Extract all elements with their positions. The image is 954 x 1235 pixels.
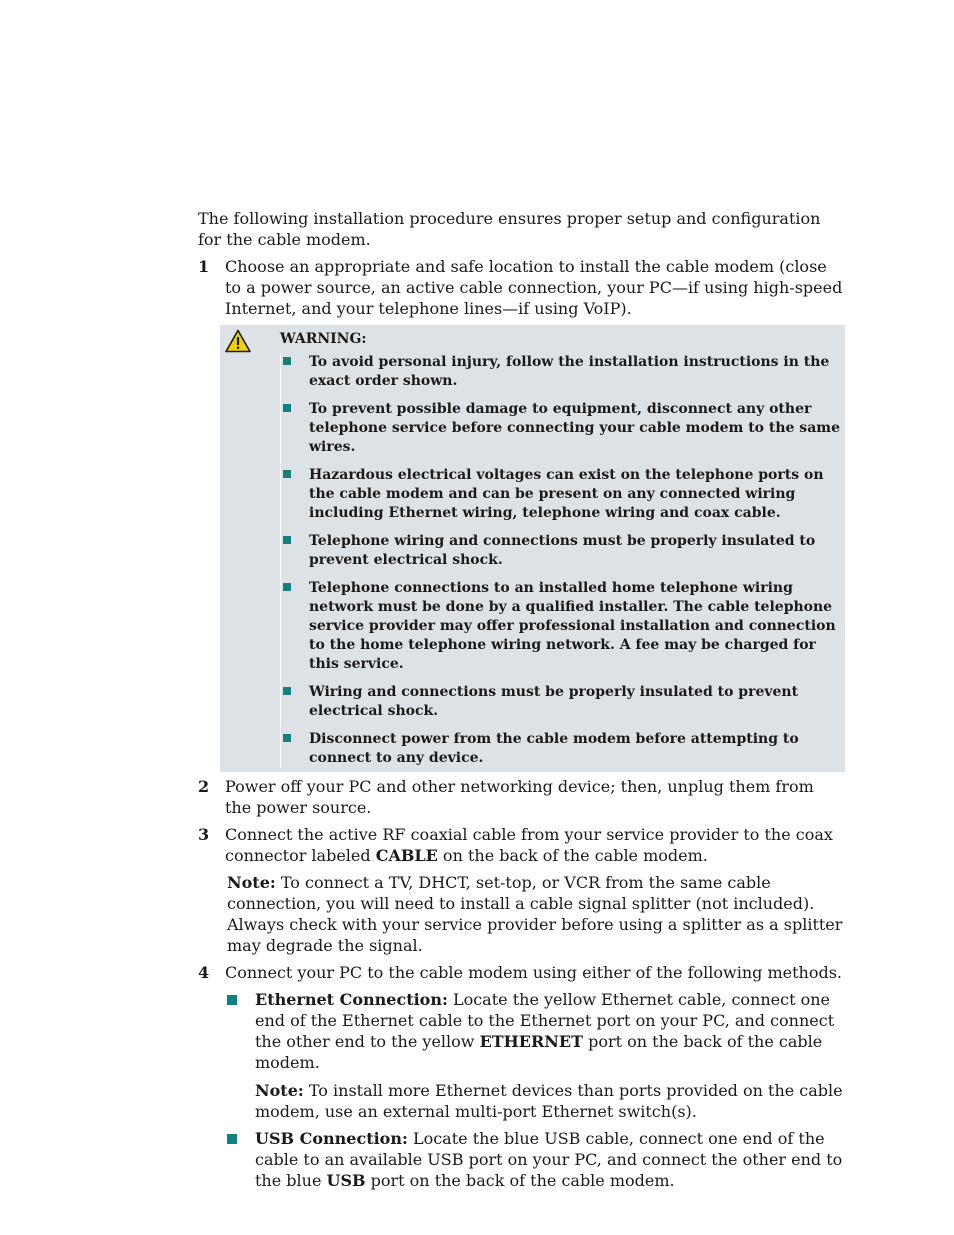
warning-item: Disconnect power from the cable modem before attempting to connect to any device.: [281, 730, 845, 768]
note-label: Note:: [255, 1081, 304, 1100]
step-text: Connect your PC to the cable modem using either of the following methods.: [225, 963, 842, 982]
warning-list: [280, 353, 845, 768]
note-label: Note:: [227, 873, 276, 892]
step-text: Power off your PC and other networking device; then, unplug them from the power source.: [225, 777, 814, 817]
warning-item: Telephone wiring and connections must be properly insulated to prevent electrical shock.: [281, 532, 845, 570]
intro-paragraph: The following installation procedure ensures proper setup and configuration for the cable modem.: [198, 209, 821, 249]
step-3: [198, 824, 843, 866]
step-text: Connect the active RF coaxial cable from your service provider to the coax connector labeled CABLE on the back of the cable modem.: [225, 825, 833, 865]
warning-box: [220, 325, 845, 772]
step-2: [198, 776, 843, 818]
step-text: Choose an appropriate and safe location to install the cable modem (close to a power source, an active cable connection, your PC—if using high-speed Internet, and your telephone lines—if using VoIP).: [225, 257, 843, 318]
square-bullet-icon: [283, 357, 291, 365]
square-bullet-icon: [283, 470, 291, 478]
warning-item: Wiring and connections must be properly insulated to prevent electrical shock.: [281, 683, 845, 721]
connection-methods-list: [226, 989, 843, 1191]
step-number: 2: [198, 777, 210, 796]
square-bullet-icon: [227, 995, 237, 1005]
warning-item: Hazardous electrical voltages can exist on the telephone ports on the cable modem and can be present on any connected wiring including Ethernet wiring, telephone wiring and coax cable.: [281, 466, 845, 523]
square-bullet-icon: [283, 583, 291, 591]
ethernet-note: Note: To install more Ethernet devices than ports provided on the cable modem, use an external multi-port Ethernet switch(s).: [255, 1081, 843, 1121]
step-number: 4: [198, 963, 210, 982]
ethernet-connection-item: Ethernet Connection: Locate the yellow Ethernet cable, connect one end of the Ethernet cable to the Ethernet port on your PC, and connect the other end to the yellow ETHERNET port on the back of the cable modem. Note: To install more Ethernet devices than ports provided on the cable modem, use an external multi-port Ethernet switch(s).: [226, 989, 843, 1122]
square-bullet-icon: [283, 734, 291, 742]
cable-label: CABLE: [375, 846, 438, 865]
step-number: 1: [198, 257, 210, 276]
step-3-note: Note: To connect a TV, DHCT, set-top, or VCR from the same cable connection, you will need to install a cable signal splitter (not included). Always check with your service provider before using a splitter as a splitter may degrade the signal.: [227, 873, 843, 955]
warning-item: To avoid personal injury, follow the installation instructions in the exact order shown.: [281, 353, 845, 391]
usb-label: USB Connection:: [255, 1129, 408, 1148]
warning-triangle-icon: [225, 329, 251, 353]
square-bullet-icon: [283, 687, 291, 695]
ethernet-label: Ethernet Connection:: [255, 990, 448, 1009]
warning-title: WARNING:: [280, 331, 367, 347]
step-number: 3: [198, 825, 210, 844]
document-body: [198, 208, 843, 1197]
warning-item: Telephone connections to an installed home telephone wiring network must be done by a qualified installer. The cable telephone service provider may offer professional installation and connection to the home telephone wiring network. A fee may be charged for this service.: [281, 579, 845, 674]
usb-connection-item: USB Connection: Locate the blue USB cable, connect one end of the cable to an available USB port on your PC, and connect the other end to the blue USB port on the back of the cable modem.: [226, 1128, 843, 1191]
step-1: [198, 256, 843, 319]
step-4: [198, 962, 843, 983]
square-bullet-icon: [283, 404, 291, 412]
warning-item: To prevent possible damage to equipment, disconnect any other telephone service before connecting your cable modem to the same wires.: [281, 400, 845, 457]
square-bullet-icon: [227, 1134, 237, 1144]
square-bullet-icon: [283, 536, 291, 544]
